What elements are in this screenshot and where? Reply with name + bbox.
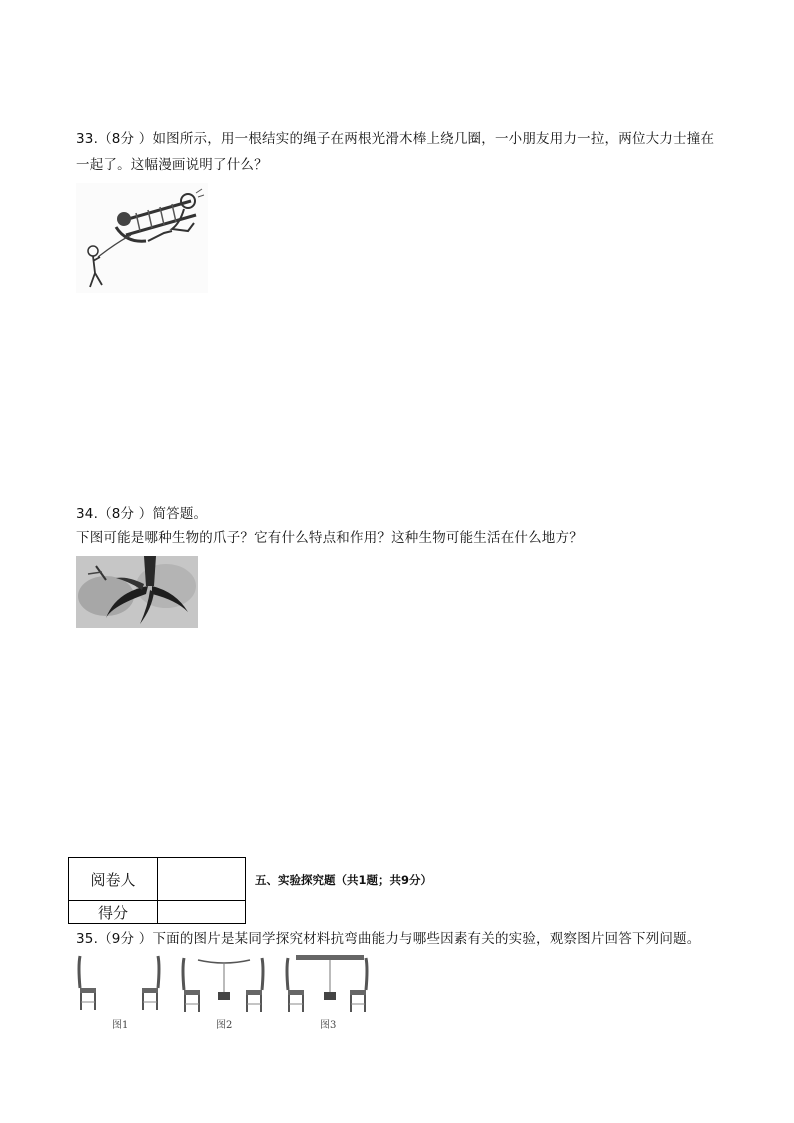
q34-text-line1: 34.（8分 ）简答题。 [76, 506, 208, 522]
fig1-caption: 图1 [112, 1020, 129, 1031]
fig3-caption: 图3 [320, 1020, 337, 1031]
q33-text-line1: 33.（8分 ）如图所示，用一根结实的绳子在两根光滑木棒上绕几圈，一小朋友用力一拉，两位大力士撞在 [76, 131, 715, 147]
reviewer-value-cell [158, 858, 246, 901]
q34-text-line2: 下图可能是哪种生物的爪子？它有什么特点和作用？这种生物可能生活在什么地方？ [76, 530, 583, 546]
reviewer-label: 阅卷人 [69, 858, 158, 901]
score-table [68, 857, 246, 924]
q35-text-line1: 35.（9分 ）下面的图片是某同学探究材料抗弯曲能力与哪些因素有关的实验，观察图片回答下列问题。 [76, 931, 701, 947]
section-title: 五、实验探究题（共1题；共9分） [255, 873, 433, 887]
q33-cartoon-image [76, 183, 208, 293]
score-label: 得分 [69, 901, 158, 924]
q33-text-line2: 一起了。这幅漫画说明了什么？ [76, 157, 268, 173]
score-value-cell [158, 901, 246, 924]
q35-experiment-image [74, 952, 380, 1034]
fig2-caption: 图2 [216, 1020, 233, 1031]
q34-claw-image [76, 556, 198, 628]
